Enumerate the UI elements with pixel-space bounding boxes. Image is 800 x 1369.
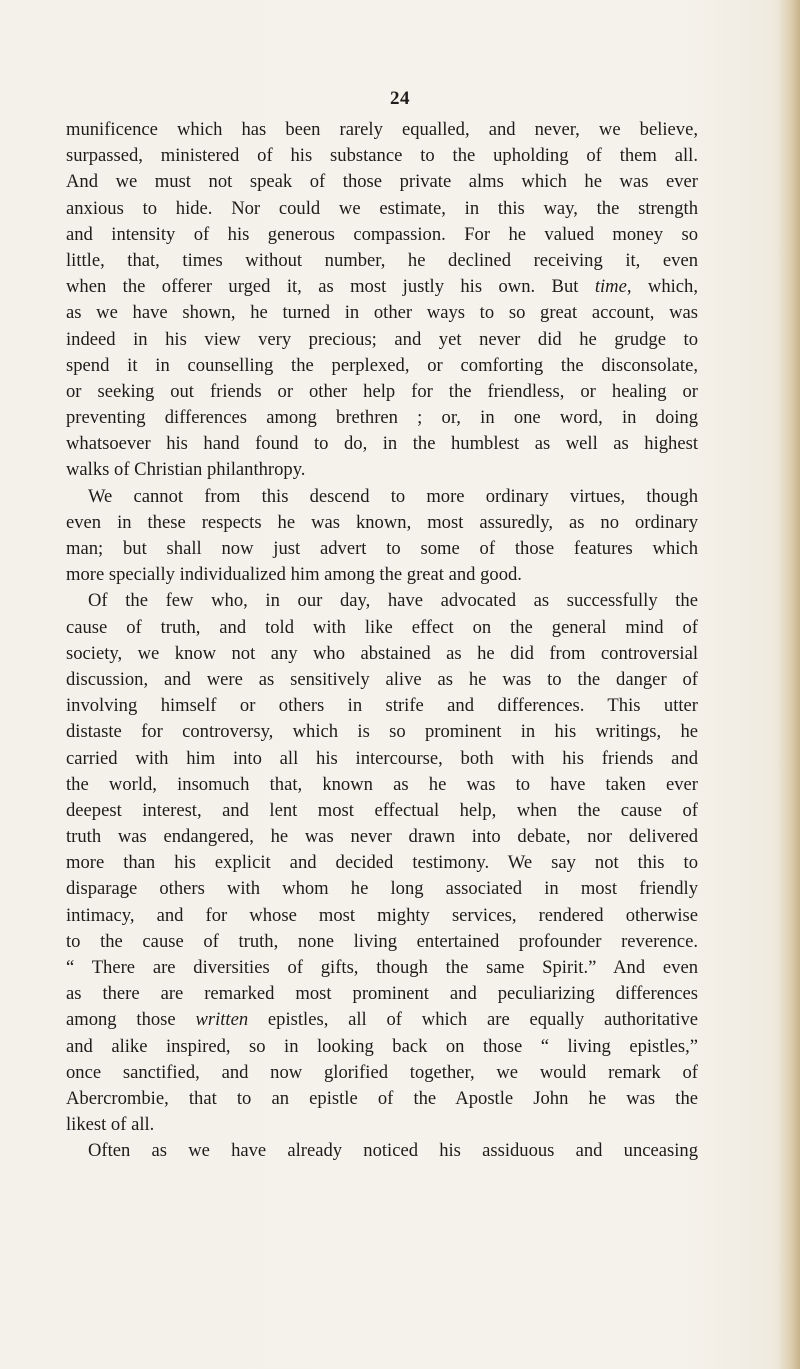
text-line: even in these respects he was known, most assuredly, as no ordinary bbox=[66, 511, 698, 533]
text-line: anxious to hide. Nor could we estimate, in this way, the strength bbox=[66, 197, 698, 219]
text-line: man; but shall now just advert to some of those features which bbox=[66, 538, 698, 559]
text-line: surpassed, ministered of his substance to the upholding of them all. bbox=[66, 145, 698, 167]
text-line: distaste for controversy, which is so prominent in his writings, he bbox=[66, 721, 698, 743]
text-line: intimacy, and for whose most mighty services, rendered otherwise bbox=[66, 904, 698, 926]
text-line: as there are remarked most prominent and peculiarizing differences bbox=[66, 983, 698, 1005]
text-line: as we have shown, he turned in other ways to so great account, was bbox=[66, 302, 698, 324]
text-line: whatsoever his hand found to do, in the humblest as well as highest bbox=[66, 433, 698, 455]
text-line: deepest interest, and lent most effectual help, when the cause of bbox=[66, 799, 698, 821]
text-line: involving himself or others in strife and differences. This utter bbox=[66, 695, 698, 717]
text-line: and alike inspired, so in looking back on those “ living epistles,” bbox=[66, 1035, 698, 1057]
text-line: Often as we have already noticed his assiduous and unceasing bbox=[88, 1140, 698, 1162]
text-line: spend it in counselling the perplexed, or comforting the disconsolate, bbox=[66, 354, 698, 376]
text-line: truth was endangered, he was never drawn into debate, nor delivered bbox=[66, 826, 698, 848]
text-line: more specially individualized him among the great and good. bbox=[66, 564, 522, 586]
page-edge-shadow bbox=[778, 0, 800, 1369]
text-line: cause of truth, and told with like effect on the general mind of bbox=[66, 616, 698, 638]
text-line: Of the few who, in our day, have advocated as successfully the bbox=[88, 590, 698, 612]
page-number: 24 bbox=[390, 88, 410, 109]
text-line: “ There are diversities of gifts, though the same Spirit.” And even bbox=[66, 957, 698, 978]
text-line bbox=[66, 274, 698, 300]
text-segment: , which, bbox=[626, 276, 698, 298]
text-line: Abercrombie, that to an epistle of the Apostle John he was the bbox=[66, 1087, 698, 1109]
text-line: more than his explicit and decided testimony. We say not this to bbox=[66, 852, 698, 874]
text-line: indeed in his view very precious; and yet never did he grudge to bbox=[66, 328, 698, 350]
text-line: discussion, and were as sensitively alive as he was to the danger of bbox=[66, 668, 698, 690]
text-line: We cannot from this descend to more ordinary virtues, though bbox=[88, 485, 698, 507]
text-line: or seeking out friends or other help for the friendless, or healing or bbox=[66, 380, 698, 402]
text-segment: epistles, all of which are equally authoritative bbox=[248, 1009, 698, 1031]
text-line: preventing differences among brethren ; or, in one word, in doing bbox=[66, 407, 698, 429]
text-line: the world, insomuch that, known as he was to have taken ever bbox=[66, 773, 698, 795]
text-line: walks of Christian philanthropy. bbox=[66, 459, 306, 481]
text-line: society, we know not any who abstained as he did from controversial bbox=[66, 642, 698, 664]
text-line: munificence which has been rarely equalled, and never, we believe, bbox=[66, 119, 698, 140]
italic-word: written bbox=[195, 1009, 249, 1031]
text-line: likest of all. bbox=[66, 1114, 155, 1136]
text-line: and intensity of his generous compassion. For he valued money so bbox=[66, 223, 698, 245]
text-line: carried with him into all his intercourse, both with his friends and bbox=[66, 747, 698, 769]
text-line: disparage others with whom he long associated in most friendly bbox=[66, 878, 698, 900]
body-text bbox=[66, 117, 698, 1165]
italic-word: time bbox=[594, 276, 627, 298]
text-line: little, that, times without number, he declined receiving it, even bbox=[66, 249, 698, 271]
text-segment: when the offerer urged it, as most justly his own. But bbox=[66, 276, 595, 298]
text-line bbox=[66, 1007, 698, 1033]
text-line: once sanctified, and now glorified together, we would remark of bbox=[66, 1061, 698, 1083]
text-line: And we must not speak of those private alms which he was ever bbox=[66, 171, 698, 193]
text-segment: among those bbox=[66, 1009, 196, 1031]
text-line: to the cause of truth, none living entertained profounder reverence. bbox=[66, 930, 698, 952]
